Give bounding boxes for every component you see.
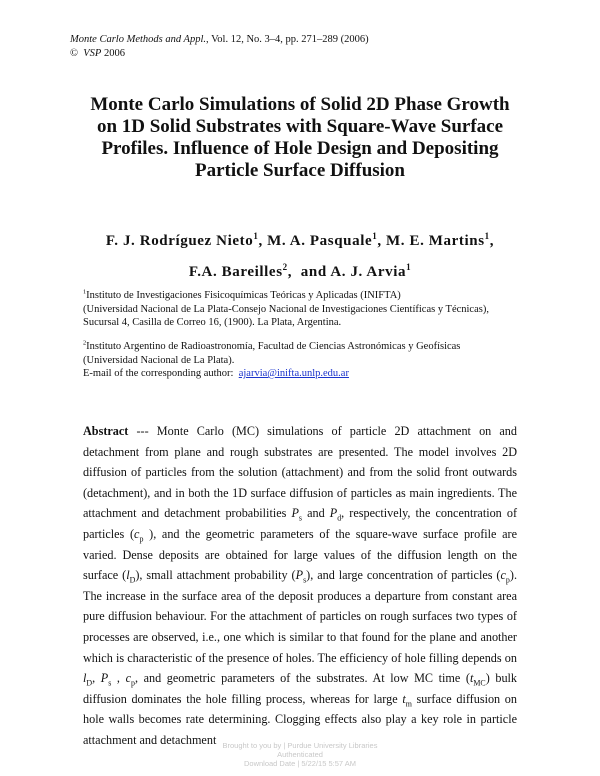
author-affil-marker: 1 [253, 231, 259, 241]
affiliation-text: Instituto de Investigaciones Fisicoquímicas Teóricas y Aplicadas (INIFTA) [86, 290, 401, 301]
author-line-1 [60, 226, 540, 257]
math-symbol: c [125, 671, 131, 686]
abstract-text: surface diffusion on hole walls becomes rate determining. Clogging effects also play a key role in particle attachment and detachment [83, 691, 517, 747]
email-link[interactable]: ajarvia@inifta.unlp.edu.ar [238, 368, 349, 379]
title-line: Profiles. Influence of Hole Design and Depositing [101, 138, 499, 159]
math-subscript: s [298, 513, 302, 523]
author-name: A. J. Arvia [330, 264, 407, 280]
author-name: F. J. Rodríguez Nieto [105, 233, 254, 249]
math-subscript: p [505, 575, 510, 585]
affiliation-2 [83, 340, 533, 381]
math-symbol: c [500, 568, 506, 583]
math-subscript: MC [473, 678, 486, 688]
affiliation-text: Instituto Argentino de Radioastronomía, Facultad de Ciencias Astronómicas y Geofísicas [86, 341, 461, 352]
abstract-text: , and geometric parameters of the substrates. At low MC time ( [134, 671, 470, 686]
abstract-text: , respectively, the concentration of particles ( [83, 506, 517, 541]
email-label: E-mail of the corresponding author: [83, 368, 234, 379]
watermark-line: Authenticated [277, 750, 323, 759]
math-subscript: s [303, 575, 307, 585]
author-separator: , [258, 233, 268, 249]
author-name: M. E. Martins [386, 233, 485, 249]
affiliation-1 [83, 289, 533, 330]
author-affil-marker: 2 [282, 262, 288, 272]
author-name: F.A. Bareilles [188, 264, 283, 280]
math-subscript: d [337, 513, 342, 523]
author-affil-marker: 1 [372, 231, 378, 241]
affiliation-marker: 2 [83, 339, 87, 347]
watermark-line: Download Date | 5/22/15 5:57 AM [243, 759, 357, 768]
math-symbol: P [100, 671, 109, 686]
author-affil-marker: 1 [406, 262, 412, 272]
math-symbol: c [134, 526, 140, 541]
author-list [60, 226, 540, 288]
math-symbol: t [402, 691, 406, 706]
math-symbol: P [291, 506, 299, 521]
affiliation-line: Sucursal 4, Casilla de Correo 16, (1900). La Plata, Argentina. [83, 317, 342, 328]
author-separator: , [489, 233, 495, 249]
journal-name: Monte Carlo Methods and Appl. [70, 34, 207, 45]
copyright-year: 2006 [103, 48, 125, 59]
watermark-line: Brought to you by | Purdue University Libraries [222, 741, 378, 750]
publisher: VSP [83, 48, 102, 59]
abstract-text: ) bulk diffusion dominates the hole filling process, whereas for large [83, 671, 518, 706]
affiliation-marker: 1 [83, 288, 87, 296]
abstract-text: ), and the geometric parameters of the square-wave surface profile are varied. Dense deposits are obtained for large values of the diffusion length on the surface ( [83, 526, 517, 583]
title-line: Particle Surface Diffusion [194, 160, 405, 181]
email-line [83, 367, 533, 381]
author-affil-marker: 1 [484, 231, 490, 241]
abstract-dash: --- [128, 424, 157, 438]
affiliation-line: (Universidad Nacional de La Plata-Consejo Nacional de Investigaciones Científicas y Técnicas), [83, 303, 489, 315]
title-line: Monte Carlo Simulations of Solid 2D Phase Growth [90, 94, 510, 115]
download-watermark [0, 741, 600, 768]
math-symbol: t [469, 671, 474, 686]
copyright-icon: © [70, 48, 78, 59]
abstract-text: , [92, 671, 101, 686]
abstract-text: , [111, 671, 126, 686]
abstract-text: ). The increase in the surface area of the deposit produces a departure from constant area pure diffusion behaviour. For the attachment of particles on rough surfaces two types of processes are observed, i.e., one which is similar to that found for the plane and another which is characteristic of the presence of holes. The efficiency of hole filling depends on [83, 568, 517, 665]
affiliation-line [83, 340, 533, 354]
math-subscript: s [108, 678, 112, 688]
affiliation-line: (Universidad Nacional de La Plata). [83, 354, 235, 366]
math-subscript: D [86, 678, 93, 688]
author-name: M. A. Pasquale [267, 233, 373, 249]
author-separator: , [377, 233, 387, 249]
math-symbol: l [126, 568, 130, 583]
title-line: on 1D Solid Substrates with Square-Wave Surface [96, 116, 504, 137]
math-symbol: P [329, 506, 338, 521]
math-symbol: P [295, 568, 304, 583]
abstract-text: ), and large concentration of particles ( [306, 568, 501, 583]
math-subscript: p [131, 678, 135, 688]
abstract [83, 421, 517, 751]
copyright-line [70, 48, 125, 59]
paper-title [60, 94, 540, 182]
math-subscript: D [129, 575, 136, 585]
journal-volume-pages: , Vol. 12, No. 3–4, pp. 271–289 (2006) [206, 34, 369, 45]
abstract-text: ), small attachment probability ( [135, 568, 296, 583]
abstract-heading: Abstract [83, 424, 129, 438]
author-line-2 [60, 257, 540, 288]
math-subscript: p [139, 534, 144, 544]
math-subscript: m [405, 699, 412, 709]
journal-citation [70, 33, 369, 47]
affiliation-line [83, 289, 533, 303]
abstract-text: and [302, 506, 330, 521]
author-separator: , and [287, 264, 331, 280]
math-symbol: l [83, 671, 87, 686]
abstract-text: Monte Carlo (MC) simulations of particle 2D attachment on and detachment from plane and rough substrates are presented. The model involves 2D diffusion of particles from the solution (attachment) and from the solid front outwards (detachment), and in both the 1D surface diffusion of particles as main ingredients. The attachment and detachment probabilities [83, 424, 517, 521]
